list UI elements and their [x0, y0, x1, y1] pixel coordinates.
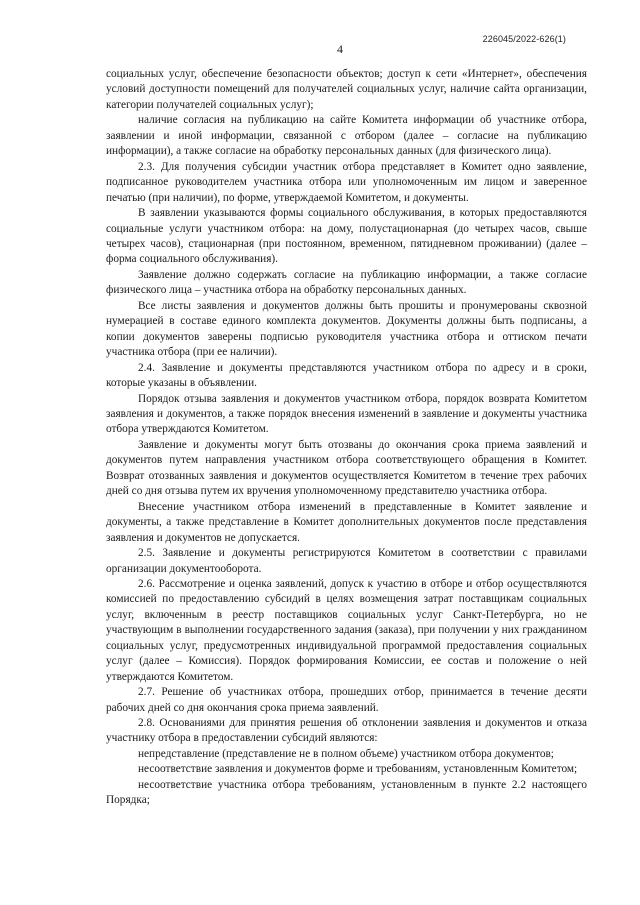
- paragraph: 2.6. Рассмотрение и оценка заявлений, допуск к участию в отборе и отбор осуществляются комиссией по предоставлению субсидий в целях возмещения затрат поставщикам социальных услуг, включенным в реестр поставщиков социальных услуг Санкт-Петербурга, но не участвующим в выполнении государственного задания (заказа), при получении у них гражданином социальных услуг, предусмотренных индивидуальной программой предоставления социальных услуг (далее – Комиссия). Порядок формирования Комиссии, ее состав и положение о ней утверждаются Комитетом.: [106, 577, 587, 683]
- paragraph: наличие согласия на публикацию на сайте Комитета информации об участнике отбора, заявлении и иной информации, связанной с отбором (далее – согласие на публикацию информации), а также согласие на обработку персональных данных (для физического лица).: [106, 114, 587, 158]
- document-registration-number: 226045/2022-626(1): [482, 34, 566, 44]
- paragraph: Все листы заявления и документов должны быть прошиты и пронумерованы сквозной нумерацией в составе единого комплекта документов. Документы должны быть подписаны, а копии документов заверены подписью руководителя участника отбора и оттиском печати участника отбора (при ее наличии).: [106, 299, 587, 359]
- paragraph: 2.8. Основаниями для принятия решения об отклонении заявления и документов и отказа участнику отбора в предоставлении субсидий являются:: [106, 717, 587, 745]
- paragraph: несоответствие участника отбора требованиям, установленным в пункте 2.2 настоящего Порядка;: [106, 778, 587, 807]
- paragraph: непредставление (представление не в полном объеме) участником отбора документов;: [138, 747, 554, 760]
- paragraph: несоответствие заявления и документов форме и требованиям, установленным Комитетом;: [138, 763, 578, 776]
- paragraph: 2.5. Заявление и документы регистрируются Комитетом в соответствии с правилами организации документооборота.: [106, 547, 587, 575]
- paragraph: Заявление и документы могут быть отозваны до окончания срока приема заявлений и документов путем направления участником отбора соответствующего обращения в Комитет. Возврат отозванных заявления и документов осуществляется Комитетом в течение трех рабочих дней со дня отзыва путем их вручения уполномоченному представителю участника отбора.: [106, 438, 587, 498]
- paragraph: Порядок отзыва заявления и документов участником отбора, порядок возврата Комитетом заявления и документов, а также порядок внесения изменений в заявление и документы участника отбора утверждаются Комитетом.: [106, 392, 587, 436]
- document-body: [106, 67, 587, 809]
- paragraph: Заявление должно содержать согласие на публикацию информации, а также согласие физического лица – участника отбора на обработку персональных данных.: [106, 268, 587, 297]
- paragraph: 2.4. Заявление и документы представляются участником отбора по адресу и в сроки, которые указаны в объявлении.: [106, 361, 587, 390]
- paragraph: социальных услуг, обеспечение безопасности объектов; доступ к сети «Интернет», обеспечения условий доступности помещений для получателей социальных услуг, наличие сайта организации, категории получателей социальных услуг);: [106, 68, 587, 111]
- page-number: 4: [337, 42, 343, 56]
- paragraph: В заявлении указываются формы социального обслуживания, в которых предоставляются социальные услуги участником отбора: на дому, полустационарная (до четырех часов, свыше четырех часов), стационарная (при постоянном, временном, пятидневном проживании) (далее – форма социального обслуживания).: [106, 207, 587, 266]
- paragraph: 2.7. Решение об участниках отбора, прошедших отбор, принимается в течение десяти рабочих дней со дня окончания срока приема заявлений.: [106, 686, 587, 714]
- paragraph: Внесение участником отбора изменений в представленные в Комитет заявление и документы, а также представление в Комитет дополнительных документов после представления заявления и документов не допускается.: [106, 500, 587, 544]
- paragraph: 2.3. Для получения субсидии участник отбора представляет в Комитет одно заявление, подписанное руководителем участника отбора или уполномоченным им лицом и заверенное печатью (при наличии), по форме, утверждаемой Комитетом, и документы.: [106, 160, 587, 204]
